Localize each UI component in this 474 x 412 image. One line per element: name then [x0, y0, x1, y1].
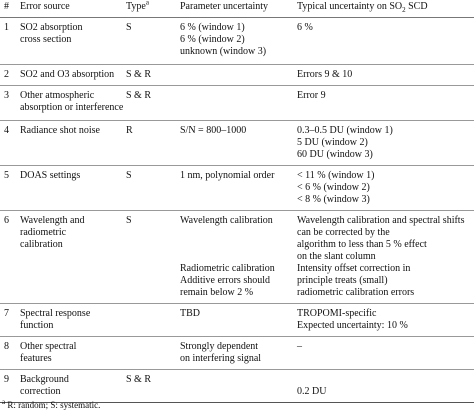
error-source-line: correction: [20, 386, 61, 397]
row-number: 2: [4, 69, 9, 80]
type-cell: S: [126, 170, 132, 181]
table-footnote: [2, 400, 100, 410]
footnote-text: R: random; S: systematic.: [7, 400, 101, 410]
typical-uncertainty-line: radiometric calibration errors: [297, 287, 415, 298]
typical-uncertainty-line: Error 9: [297, 90, 326, 101]
parameter-uncertainty-line: Wavelength calibration: [180, 215, 273, 226]
type-cell: [126, 337, 180, 370]
error-source-cell: [20, 121, 126, 166]
error-source-line: Spectral response: [20, 308, 91, 319]
typical-uncertainty-line: 0.2 DU: [297, 386, 327, 397]
typical-uncertainty-line: 6 %: [297, 22, 313, 33]
error-source-cell: [20, 370, 126, 403]
row-number: 1: [4, 22, 9, 33]
parameter-uncertainty-cell: [180, 65, 297, 86]
type-cell: [126, 304, 180, 337]
table-row: [0, 337, 474, 370]
typical-uncertainty-line: < 11 % (window 1): [297, 170, 375, 181]
table-header-row: [0, 0, 474, 18]
typical-uncertainty-cell: [297, 337, 474, 370]
header-number: #: [4, 1, 9, 12]
typical-uncertainty-line: [297, 374, 474, 386]
error-source-line: Background: [20, 374, 69, 385]
type-cell: S & R: [126, 90, 152, 101]
parameter-uncertainty-cell: [180, 166, 297, 211]
typical-uncertainty-line: < 8 % (window 3): [297, 194, 370, 205]
type-cell: R: [126, 125, 133, 136]
error-source-line: SO2 and O3 absorption: [20, 69, 115, 80]
parameter-uncertainty-line: remain below 2 %: [180, 287, 254, 298]
header-unc-sub: 2: [402, 6, 406, 14]
row-number: 9: [4, 374, 9, 385]
parameter-uncertainty-line: on interfering signal: [180, 353, 262, 364]
row-number: 4: [4, 125, 9, 136]
error-source-line: features: [20, 353, 52, 364]
table-row: [0, 18, 474, 65]
type-cell: S: [126, 215, 132, 226]
table-row: [0, 86, 474, 121]
table-row: [0, 211, 474, 304]
typical-uncertainty-cell: [297, 65, 474, 86]
parameter-uncertainty-line: 1 nm, polynomial order: [180, 170, 275, 181]
typical-uncertainty-line: 5 DU (window 2): [297, 137, 368, 148]
parameter-uncertainty-line: 6 % (window 2): [180, 34, 245, 45]
row-number: 8: [4, 341, 9, 352]
typical-uncertainty-cell: [297, 304, 474, 337]
parameter-uncertainty-cell: [180, 211, 297, 304]
error-source-line: function: [20, 320, 54, 331]
error-source-line: Radiance shot noise: [20, 125, 100, 136]
header-type-footnote-mark: a: [145, 0, 149, 7]
typical-uncertainty-line: can be corrected by the: [297, 227, 390, 238]
row-number: 5: [4, 170, 9, 181]
parameter-uncertainty-line: [180, 251, 297, 263]
error-source-line: calibration: [20, 239, 63, 250]
error-source-cell: [20, 18, 126, 65]
parameter-uncertainty-line: unknown (window 3): [180, 46, 267, 57]
parameter-uncertainty-line: S/N = 800–1000: [180, 125, 247, 136]
header-typical-uncertainty: [297, 0, 474, 18]
typical-uncertainty-cell: [297, 370, 474, 403]
typical-uncertainty-line: Wavelength calibration and spectral shifts: [297, 215, 465, 226]
parameter-uncertainty-line: Strongly dependent: [180, 341, 259, 352]
table-row: [0, 304, 474, 337]
type-cell: S & R: [126, 374, 152, 385]
parameter-uncertainty-cell: [180, 121, 297, 166]
error-source-cell: [20, 211, 126, 304]
table-row: [0, 121, 474, 166]
parameter-uncertainty-line: [180, 227, 297, 239]
header-unc-prefix: Typical uncertainty on SO: [297, 1, 403, 12]
parameter-uncertainty-cell: [180, 18, 297, 65]
typical-uncertainty-cell: [297, 86, 474, 121]
parameter-uncertainty-line: [180, 239, 297, 251]
header-unc-suffix: SCD: [405, 1, 428, 12]
error-source-cell: [20, 65, 126, 86]
table-body: [0, 18, 474, 403]
typical-uncertainty-line: 0.3–0.5 DU (window 1): [297, 125, 393, 136]
error-source-line: SO2 absorption: [20, 22, 83, 33]
typical-uncertainty-line: on the slant column: [297, 251, 376, 262]
parameter-uncertainty-line: 6 % (window 1): [180, 22, 245, 33]
parameter-uncertainty-cell: [180, 304, 297, 337]
table-row: [0, 166, 474, 211]
parameter-uncertainty-line: Additive errors should: [180, 275, 270, 286]
typical-uncertainty-line: algorithm to less than 5 % effect: [297, 239, 427, 250]
parameter-uncertainty-cell: [180, 370, 297, 403]
error-source-line: DOAS settings: [20, 170, 81, 181]
error-source-line: Wavelength and: [20, 215, 85, 226]
typical-uncertainty-line: 60 DU (window 3): [297, 149, 373, 160]
error-source-cell: [20, 304, 126, 337]
row-number: 7: [4, 308, 9, 319]
error-source-cell: [20, 86, 126, 121]
table-row: [0, 370, 474, 403]
parameter-uncertainty-line: TBD: [180, 308, 200, 319]
header-type-label: Type: [126, 1, 146, 12]
typical-uncertainty-cell: [297, 18, 474, 65]
typical-uncertainty-line: Intensity offset correction in: [297, 263, 411, 274]
type-cell: S & R: [126, 69, 152, 80]
parameter-uncertainty-cell: [180, 86, 297, 121]
row-number: 6: [4, 215, 9, 226]
error-source-line: cross section: [20, 34, 72, 45]
row-number: 3: [4, 90, 9, 101]
type-cell: S: [126, 22, 132, 33]
error-source-cell: [20, 337, 126, 370]
table-row: [0, 65, 474, 86]
typical-uncertainty-line: < 6 % (window 2): [297, 182, 370, 193]
typical-uncertainty-cell: [297, 166, 474, 211]
header-error-source: Error source: [20, 1, 70, 12]
typical-uncertainty-line: Expected uncertainty: 10 %: [297, 320, 408, 331]
header-type: [126, 0, 180, 18]
typical-uncertainty-line: Errors 9 & 10: [297, 69, 353, 80]
typical-uncertainty-line: TROPOMI-specific: [297, 308, 377, 319]
parameter-uncertainty-line: Radiometric calibration: [180, 263, 275, 274]
error-source-line: radiometric: [20, 227, 67, 238]
parameter-uncertainty-cell: [180, 337, 297, 370]
typical-uncertainty-line: –: [297, 341, 302, 352]
error-source-line: absorption or interference: [20, 102, 124, 113]
footnote-mark: a: [2, 398, 6, 406]
typical-uncertainty-cell: [297, 211, 474, 304]
error-source-line: Other spectral: [20, 341, 77, 352]
error-source-line: Other atmospheric: [20, 90, 95, 101]
error-source-cell: [20, 166, 126, 211]
typical-uncertainty-cell: [297, 121, 474, 166]
header-parameter-uncertainty: Parameter uncertainty: [180, 1, 269, 12]
typical-uncertainty-line: principle treats (small): [297, 275, 388, 286]
